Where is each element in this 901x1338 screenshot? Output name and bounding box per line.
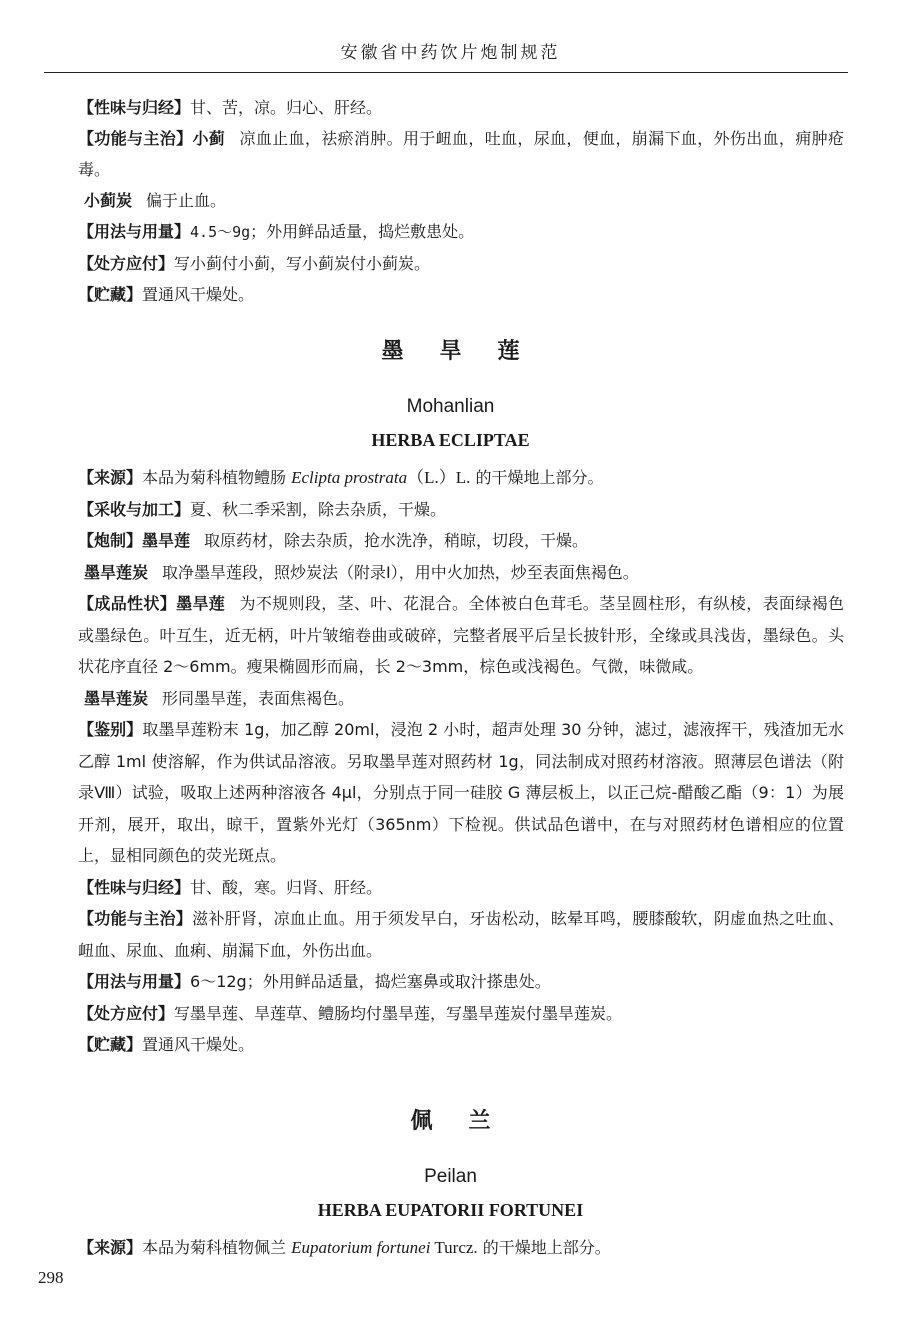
section-label: 【用法与用量】 xyxy=(78,222,191,241)
term-label: 小蓟炭 xyxy=(84,191,133,210)
prev-taste-paragraph xyxy=(78,92,844,123)
term-label: 墨旱莲炭 xyxy=(84,688,149,708)
section-text: 6～12g；外用鲜品适量，捣烂塞鼻或取汁搽患处。 xyxy=(190,972,551,991)
dose-value: 4.5～9g xyxy=(190,223,251,241)
section-text: 甘、酸，寒。归肾、肝经。 xyxy=(190,877,383,897)
prev-usage-paragraph xyxy=(78,216,844,248)
section-text: 置通风干燥处。 xyxy=(142,1035,255,1054)
term-label: 小蓟 xyxy=(192,129,226,148)
section-label: 【处方应付】 xyxy=(78,1003,175,1023)
section-text: 甘、苦，凉。归心、肝经。 xyxy=(190,98,383,117)
section-label: 【来源】 xyxy=(78,468,143,487)
section-text: 写墨旱莲、旱莲草、鳢肠均付墨旱莲，写墨旱莲炭付墨旱莲炭。 xyxy=(174,1003,623,1023)
character-charcoal-paragraph xyxy=(78,683,844,715)
harvest-paragraph xyxy=(78,494,844,526)
entry-title: 墨旱莲 xyxy=(381,339,556,364)
page-number: 298 xyxy=(38,1268,64,1287)
section-label: 【贮藏】 xyxy=(78,1035,143,1054)
section-text: 取原药材，除去杂质，抢水洗净，稍晾，切段，干燥。 xyxy=(204,531,589,550)
section-label: 【功能与主治】 xyxy=(78,909,193,928)
section-text: 取净墨旱莲段，照炒炭法（附录Ⅰ），用中火加热，炒至表面焦褐色。 xyxy=(162,562,639,582)
entry-pinyin: Mohanlian xyxy=(406,396,495,417)
section-label: 【性味与归经】 xyxy=(78,877,191,897)
entry-title: 佩兰 xyxy=(410,1109,527,1134)
species-author: （L.）L. xyxy=(407,468,471,487)
header-rule xyxy=(44,72,848,73)
section-text: 偏于止血。 xyxy=(146,191,227,210)
section-text: 形同墨旱莲，表面焦褐色。 xyxy=(162,688,355,708)
source-paragraph xyxy=(78,1232,844,1264)
section-label: 【鉴别】 xyxy=(78,720,143,739)
entry-pinyin: Peilan xyxy=(424,1166,477,1187)
identification-paragraph xyxy=(78,714,844,872)
section-text: 为不规则段，茎、叶、花混合。全体被白色茸毛。茎呈圆柱形，有纵棱，表面绿褐色或墨绿色。叶互生，近无柄，叶片皱缩卷曲或破碎，完整者展平后呈长披针形，全缘或具浅齿，墨绿色。头状花序直径 2～6mm。瘦果椭圆形而扁，长 2～3mm，棕色或浅褐色。气微，味微咸。 xyxy=(78,594,844,676)
section-text: ；外用鲜品适量，捣烂敷患处。 xyxy=(250,222,475,241)
section-label: 【贮藏】 xyxy=(78,285,143,304)
section-label: 【处方应付】 xyxy=(78,254,175,273)
usage-paragraph xyxy=(78,966,844,998)
section-text: 凉血止血，祛瘀消肿。用于衄血，吐血，尿血，便血，崩漏下血，外伤出血，痈肿疮毒。 xyxy=(78,129,844,179)
section-text: 置通风干燥处。 xyxy=(142,285,255,304)
section-label: 【炮制】 xyxy=(78,531,143,550)
running-header: 安徽省中药饮片炮制规范 xyxy=(340,43,561,63)
species-name: Eupatorium fortunei xyxy=(291,1238,431,1257)
section-label: 【来源】 xyxy=(78,1238,143,1257)
section-text: 的干燥地上部分。 xyxy=(477,1238,611,1257)
section-text: 本品为菊科植物佩兰 xyxy=(142,1238,292,1257)
section-text: 的干燥地上部分。 xyxy=(470,468,604,487)
prev-function-paragraph xyxy=(78,123,844,185)
prescription-paragraph xyxy=(78,998,844,1030)
prev-prescription-paragraph xyxy=(78,248,844,279)
term-label: 墨旱莲 xyxy=(142,531,191,550)
processing-charcoal-paragraph xyxy=(78,557,844,589)
entry-latin-name: HERBA EUPATORII FORTUNEI xyxy=(317,1200,584,1220)
character-paragraph xyxy=(78,588,844,683)
section-text: 取墨旱莲粉末 1g，加乙醇 20ml，浸泡 2 小时，超声处理 30 分钟，滤过，滤液挥干，残渣加无水乙醇 1ml 使溶解，作为供试品溶液。另取墨旱莲对照药材 1g，同法制成对照药材溶液。照薄层色谱法（附录Ⅷ）试验，吸取上述两种溶液各 4μl，分别点于同一硅胶 G 薄层板上，以正己烷-醋酸乙酯（9：1）为展开剂，展开，取出，晾干，置紫外光灯（365nm）下检视。供试品色谱中，在与对照药材色谱相应的位置上，显相同颜色的荧光斑点。 xyxy=(78,720,844,865)
section-label: 【功能与主治】 xyxy=(78,129,193,148)
section-text: 本品为菊科植物鳢肠 xyxy=(142,468,292,487)
entry1-body xyxy=(78,462,844,1061)
term-label: 墨旱莲炭 xyxy=(84,562,149,582)
storage-paragraph xyxy=(78,1029,844,1061)
prev-storage-paragraph xyxy=(78,279,844,310)
source-paragraph xyxy=(78,462,844,494)
section-label: 【性味与归经】 xyxy=(78,98,191,117)
section-label: 【采收与加工】 xyxy=(78,499,191,519)
section-text: 夏、秋二季采割，除去杂质，干燥。 xyxy=(190,499,447,519)
section-text: 滋补肝肾，凉血止血。用于须发早白，牙齿松动，眩晕耳鸣，腰膝酸软，阴虚血热之吐血、衄血、尿血、血痢、崩漏下血，外伤出血。 xyxy=(78,909,844,960)
term-label: 墨旱莲 xyxy=(176,594,226,613)
processing-paragraph xyxy=(78,525,844,557)
entry-latin-name: HERBA ECLIPTAE xyxy=(371,430,530,450)
section-text: 写小蓟付小蓟，写小蓟炭付小蓟炭。 xyxy=(174,254,431,273)
prev-entry-section xyxy=(78,92,844,310)
species-name: Eclipta prostrata xyxy=(291,468,408,487)
section-label: 【用法与用量】 xyxy=(78,972,191,991)
species-author: Turcz. xyxy=(430,1238,478,1257)
entry2-body xyxy=(78,1232,844,1264)
prev-charcoal-paragraph xyxy=(78,185,844,216)
function-paragraph xyxy=(78,903,844,966)
section-label: 【成品性状】 xyxy=(78,594,177,613)
taste-paragraph xyxy=(78,872,844,904)
